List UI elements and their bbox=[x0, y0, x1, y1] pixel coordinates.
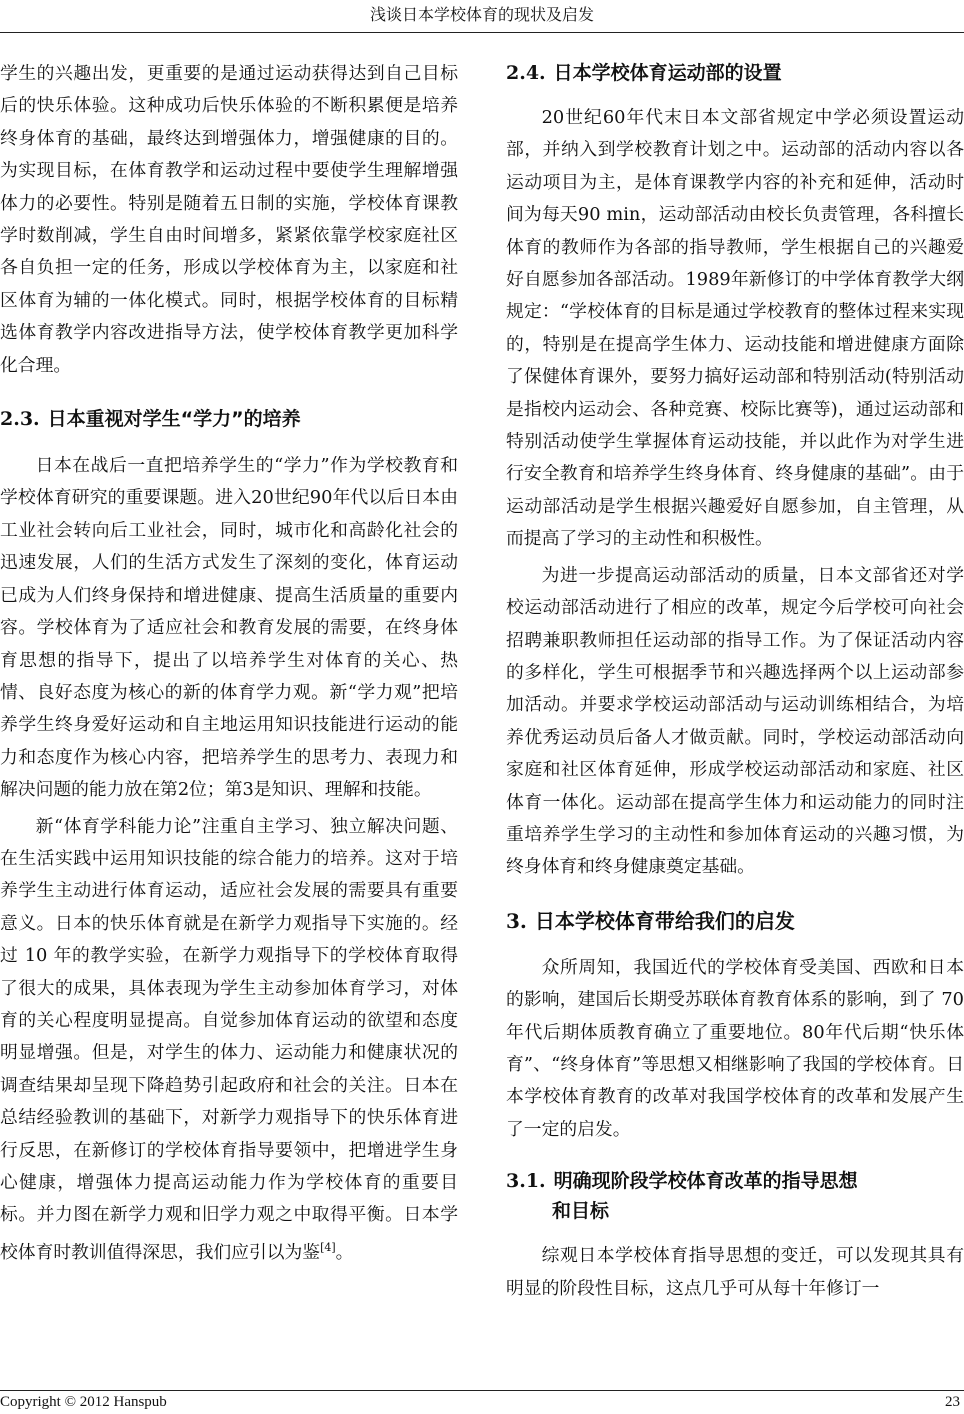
section-heading-2-3 bbox=[0, 404, 458, 434]
section-heading-3 bbox=[506, 906, 964, 936]
paragraph-continued: 学生的兴趣出发，更重要的是通过运动获得达到自己目标后的快乐体验。这种成功后快乐体验的不断积累便是培养终身体育的基础，最终达到增强体力，增强健康的目的。为实现目标，在体育教学和运动过程中要使学生理解增强体力的必要性。特别是随着五日制的实施，学校体育课教学时数削减，学生自由时间增多，紧紧依靠学校家庭社区各自负担一定的任务，形成以学校体育为主，以家庭和社区体育为辅的一体化模式。同时，根据学校体育的目标精选体育教学内容改进指导方法，使学校体育教学更加科学化合理。 bbox=[0, 63, 458, 376]
paragraph-xueli-intro: 日本在战后一直把培养学生的“学力”作为学校教育和学校体育研究的重要课题。进入20世纪90年代以后日本由工业社会转向后工业社会，同时，城市化和高龄化社会的迅速发展，人们的生活方式发生了深刻的变化，体育运动已成为人们终身保持和增进健康、提高生活质量的重要内容。学校体育为了适应社会和教育发展的需要，在终身体育思想的指导下，提出了以培养学生对体育的关心、热情、良好态度为核心的新的体育学力观。新“学力观”把培养学生终身爱好运动和自主地运用知识技能进行运动的能力和态度作为核心内容，把培养学生的思考力、表现力和解决问题的能力放在第2位；第3是知识、理解和技能。 bbox=[0, 455, 458, 801]
running-header: 浅谈日本学校体育的现状及启发 bbox=[369, 5, 594, 24]
copyright-notice: Copyright © 2012 Hanspub bbox=[0, 1394, 167, 1410]
paragraph-china-influence: 众所周知，我国近代的学校体育受美国、西欧和日本的影响，建国后长期受苏联体育教育体系的影响，到了 70 年代后期体质教育确立了重要地位。80年代后期“快乐体育”、“终身体育”等思想又相继影响了我国的学校体育。日本学校体育教育的改革对我国学校体育的改革和发展产生了一定的启发。 bbox=[506, 956, 964, 1140]
right-column bbox=[506, 58, 964, 1305]
section-heading-3-1 bbox=[506, 1166, 964, 1226]
section-title: 日本学校体育运动部的设置 bbox=[553, 62, 782, 84]
section-number: 3.1. bbox=[506, 1170, 546, 1193]
citation-ref[interactable]: [4] bbox=[320, 1240, 336, 1254]
section-title: 日本学校体育带给我们的启发 bbox=[534, 908, 795, 933]
paragraph-guiding-thought: 综观日本学校体育指导思想的变迁，可以发现其具有明显的阶段性目标，这点几乎可从每十年修订一 bbox=[506, 1245, 964, 1299]
paragraph-club-reform: 为进一步提高运动部活动的质量，日本文部省还对学校运动部活动进行了相应的改革，规定今后学校可向社会招聘兼职教师担任运动部的指导工作。为了保证活动内容的多样化，学生可根据季节和兴趣选择两个以上运动部参加活动。并要求学校运动部活动与运动训练相结合，为培养优秀运动员后备人才做贡献。同时，学校运动部活动向家庭和社区体育延伸，形成学校运动部活动和家庭、社区体育一体化。运动部在提高学生体力和运动能力的同时注重培养学生学习的主动性和参加体育运动的兴趣习惯，为终身体育和终身健康奠定基础。 bbox=[506, 564, 964, 878]
page-number: 23 bbox=[945, 1394, 960, 1410]
paragraph-sports-club: 20世纪60年代末日本文部省规定中学必须设置运动部，并纳入到学校教育计划之中。运动部的活动内容以各运动项目为主，是体育课教学内容的补充和延伸，活动时间为每天90 min，运动部活动由校长负责管理，各科擅长体育的教师作为各部的指导教师，学生根据自己的兴趣爱好自愿参加各部活动。1989年新修订的中学体育教学大纲规定：“学校体育的目标是通过学校教育的整体过程来实现的，特别是在提高学生体力、运动技能和增进健康方面除了保健体育课外，要努力搞好运动部和特别活动(特别活动是指校内运动会、各种竞赛、校际比赛等)，通过运动部和特别活动使学生掌握体育运动技能，并以此作为对学生进行安全教育和培养学生终身体育、终身健康的基础”。由于运动部活动是学生根据兴趣爱好自愿参加，自主管理，从而提高了学习的主动性和积极性。 bbox=[506, 107, 964, 550]
section-title: 日本重视对学生“学力”的培养 bbox=[47, 408, 301, 431]
left-column bbox=[0, 58, 458, 1269]
header-divider bbox=[0, 32, 964, 33]
section-heading-2-4 bbox=[506, 58, 964, 88]
paragraph-end: 。 bbox=[335, 1241, 354, 1263]
footer-divider bbox=[0, 1390, 964, 1391]
section-number: 2.3. bbox=[0, 408, 40, 431]
section-title-line2: 和目标 bbox=[552, 1200, 610, 1223]
paragraph-xueli-reflection bbox=[0, 811, 458, 1270]
paragraph-text: 新“体育学科能力论”注重自主学习、独立解决问题、在生活实践中运用知识技能的综合能力的培养。这对于培养学生主动进行体育运动，适应社会发展的需要具有重要意义。日本的快乐体育就是在新学力观指导下实施的。经过 10 年的教学实验，在新学力观指导下的学校体育取得了很大的成果，具体表现为学生主动参加体育学习，对体育的关心程度明显提高。自觉参加体育运动的欲望和态度明显增强。但是，对学生的体力、运动能力和健康状况的调查结果却呈现下降趋势引起政府和社会的关注。日本在总结经验教训的基础下，对新学力观指导下的快乐体育进行反思，在新修订的学校体育指导要领中，把增进学生身心健康，增强体力提高运动能力作为学校体育的重要目标。并力图在新学力观和旧学力观之中取得平衡。日本学校体育时教训值得深思，我们应引以为鉴 bbox=[0, 815, 458, 1263]
section-number: 2.4. bbox=[506, 62, 546, 84]
section-title-line1: 明确现阶段学校体育改革的指导思想 bbox=[553, 1170, 858, 1193]
section-number: 3. bbox=[506, 908, 527, 933]
